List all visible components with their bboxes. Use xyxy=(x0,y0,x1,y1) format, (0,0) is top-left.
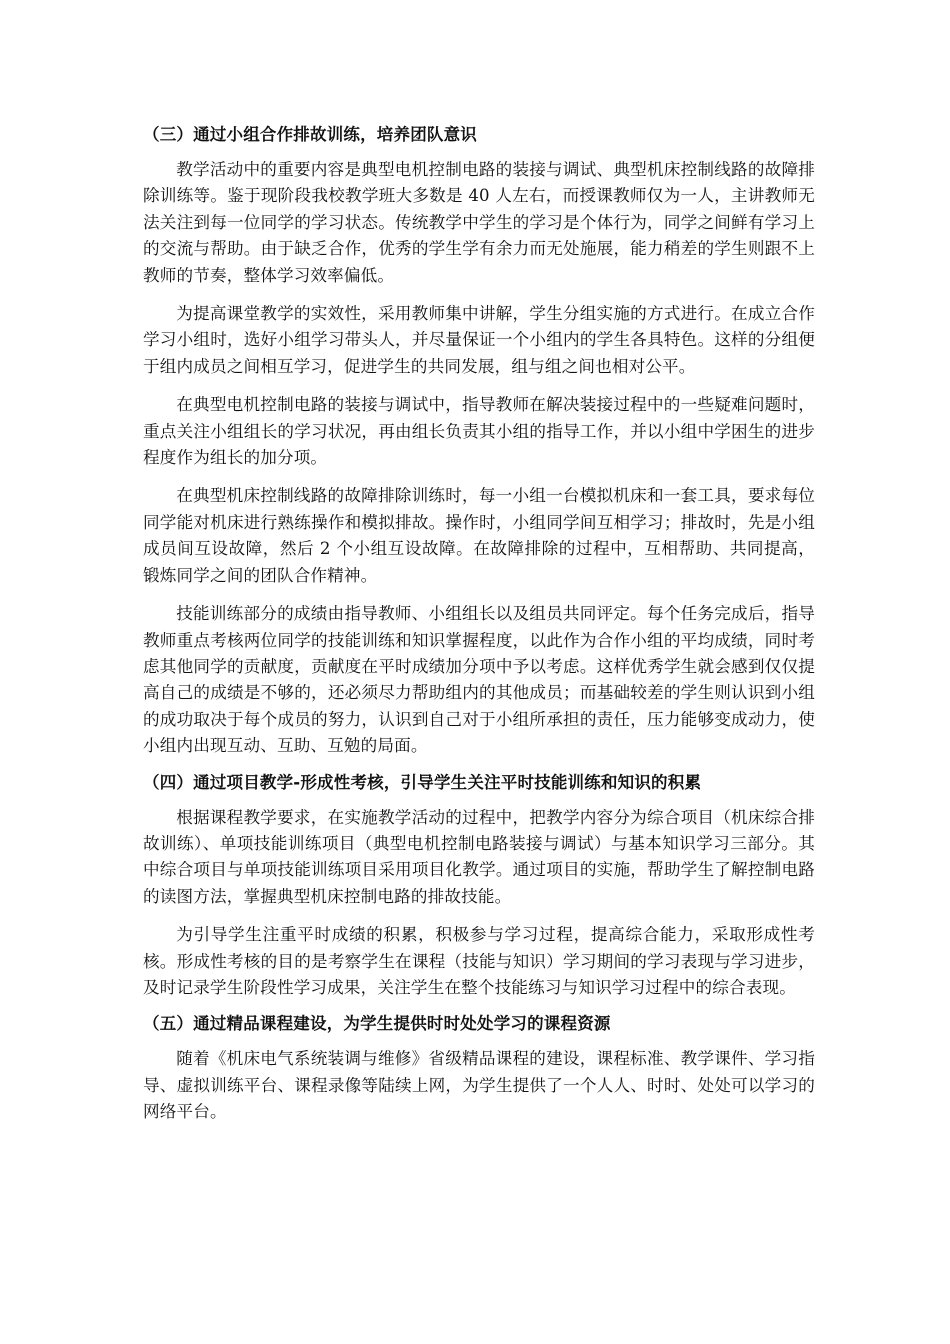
section-4-paragraph-1: 根据课程教学要求，在实施教学活动的过程中，把教学内容分为综合项目（机床综合排故训练）、单项技能训练项目（典型电机控制电路装接与调试）与基本知识学习三部分。其中综合项目与单项技能训练项目采用项目化教学。通过项目的实施，帮助学生了解控制电路的读图方法，掌握典型机床控制电路的排故技能。 xyxy=(143,807,815,906)
section-3-paragraph-2: 为提高课堂教学的实效性，采用教师集中讲解，学生分组实施的方式进行。在成立合作学习小组时，选好小组学习带头人，并尽量保证一个小组内的学生各具特色。这样的分组便于组内成员之间相互学习，促进学生的共同发展，组与组之间也相对公平。 xyxy=(143,304,815,376)
section-5-paragraph-1: 随着《机床电气系统装调与维修》省级精品课程的建设，课程标准、教学课件、学习指导、虚拟训练平台、课程录像等陆续上网，为学生提供了一个人人、时时、处处可以学习的网络平台。 xyxy=(143,1049,815,1122)
section-4-paragraph-2: 为引导学生注重平时成绩的积累，积极参与学习过程，提高综合能力，采取形成性考核。形成性考核的目的是考察学生在课程（技能与知识）学习期间的学习表现与学习进步，及时记录学生阶段性学习成果，关注学生在整个技能练习与知识学习过程中的综合表现。 xyxy=(143,925,815,997)
document-page xyxy=(143,122,815,1138)
section-3-paragraph-5: 技能训练部分的成绩由指导教师、小组组长以及组员共同评定。每个任务完成后，指导教师重点考核两位同学的技能训练和知识掌握程度，以此作为合作小组的平均成绩，同时考虑其他同学的贡献度，贡献度在平时成绩加分项中予以考虑。这样优秀学生就会感到仅仅提高自己的成绩是不够的，还必须尽力帮助组内的其他成员；而基础较差的学生则认识到小组的成功取决于每个成员的努力，认识到自己对于小组所承担的责任，压力能够变成动力，使小组内出现互动、互助、互勉的局面。 xyxy=(143,604,815,756)
section-3-paragraph-3: 在典型电机控制电路的装接与调试中，指导教师在解决装接过程中的一些疑难问题时，重点关注小组组长的学习状况，再由组长负责其小组的指导工作，并以小组中学困生的进步程度作为组长的加分项。 xyxy=(143,395,815,468)
section-5-heading: （五）通过精品课程建设，为学生提供时时处处学习的课程资源 xyxy=(143,1014,611,1034)
section-3-paragraph-1: 教学活动中的重要内容是典型电机控制电路的装接与调试、典型机床控制线路的故障排除训练等。鉴于现阶段我校教学班大多数是 40 人左右，而授课教师仅为一人，主讲教师无法关注到每一位同学的学习状态。传统教学中学生的学习是个体行为，同学之间鲜有学习上的交流与帮助。由于缺乏合作，优秀的学生学有余力而无处施展，能力稍差的学生则跟不上教师的节奏，整体学习效率偏低。 xyxy=(143,160,815,285)
section-4-heading: （四）通过项目教学-形成性考核，引导学生关注平时技能训练和知识的积累 xyxy=(143,772,702,792)
section-3-heading: （三）通过小组合作排故训练，培养团队意识 xyxy=(143,125,477,144)
section-3-paragraph-4: 在典型机床控制线路的故障排除训练时，每一小组一台模拟机床和一套工具，要求每位同学能对机床进行熟练操作和模拟排故。操作时，小组同学间互相学习；排故时，先是小组成员间互设故障，然后 2 个小组互设故障。在故障排除的过程中，互相帮助、共同提高，锻炼同学之间的团队合作精神。 xyxy=(143,486,815,585)
